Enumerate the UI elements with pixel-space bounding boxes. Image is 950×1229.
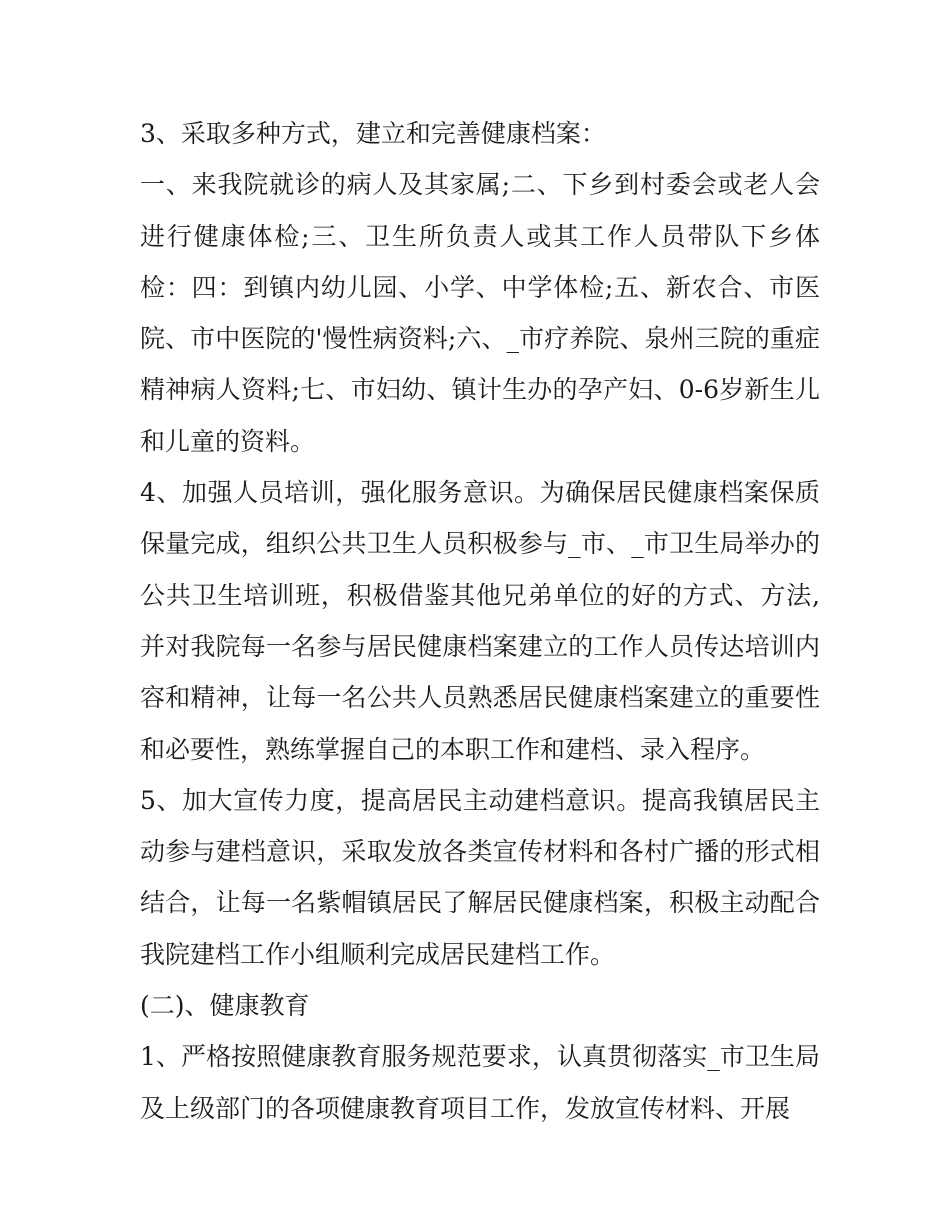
paragraph-health-education-item-1: 1、严格按照健康教育服务规范要求，认真贯彻落实_市卫生局及上级部门的各项健康教育项目工作，发放宣传材料、开展 <box>140 1042 820 1123</box>
section-heading-health-education: (二)、健康教育 <box>140 991 310 1021</box>
paragraph-item-4-training: 4、加强人员培训，强化服务意识。为确保居民健康档案保质保量完成，组织公共卫生人员积极参与_市、_市卫生局举办的公共卫生培训班，积极借鉴其他兄弟单位的好的方式、方法,并对我院每一名参与居民健康档案建立的工作人员传达培训内容和精神，让每一名公共人员熟悉居民健康档案建立的重要性和必要性，熟练掌握自己的本职工作和建档、录入程序。 <box>140 478 820 764</box>
paragraph-data-sources: 一、来我院就诊的病人及其家属;二、下乡到村委会或老人会进行健康体检;三、卫生所负责人或其工作人员带队下乡体检：四：到镇内幼儿园、小学、中学体检;五、新农合、市医院、市中医院的'慢性病资料;六、_市疗养院、泉州三院的重症精神病人资料;七、市妇幼、镇计生办的孕产妇、0-6岁新生儿和儿童的资料。 <box>140 170 820 456</box>
document-body <box>140 108 820 1134</box>
paragraph-item-3-heading: 3、采取多种方式，建立和完善健康档案： <box>140 119 606 148</box>
paragraph-item-5-publicity: 5、加大宣传力度，提高居民主动建档意识。提高我镇居民主动参与建档意识，采取发放各类宣传材料和各村广播的形式相结合，让每一名紫帽镇居民了解居民健康档案，积极主动配合我院建档工作小组顺利完成居民建档工作。 <box>140 785 820 969</box>
